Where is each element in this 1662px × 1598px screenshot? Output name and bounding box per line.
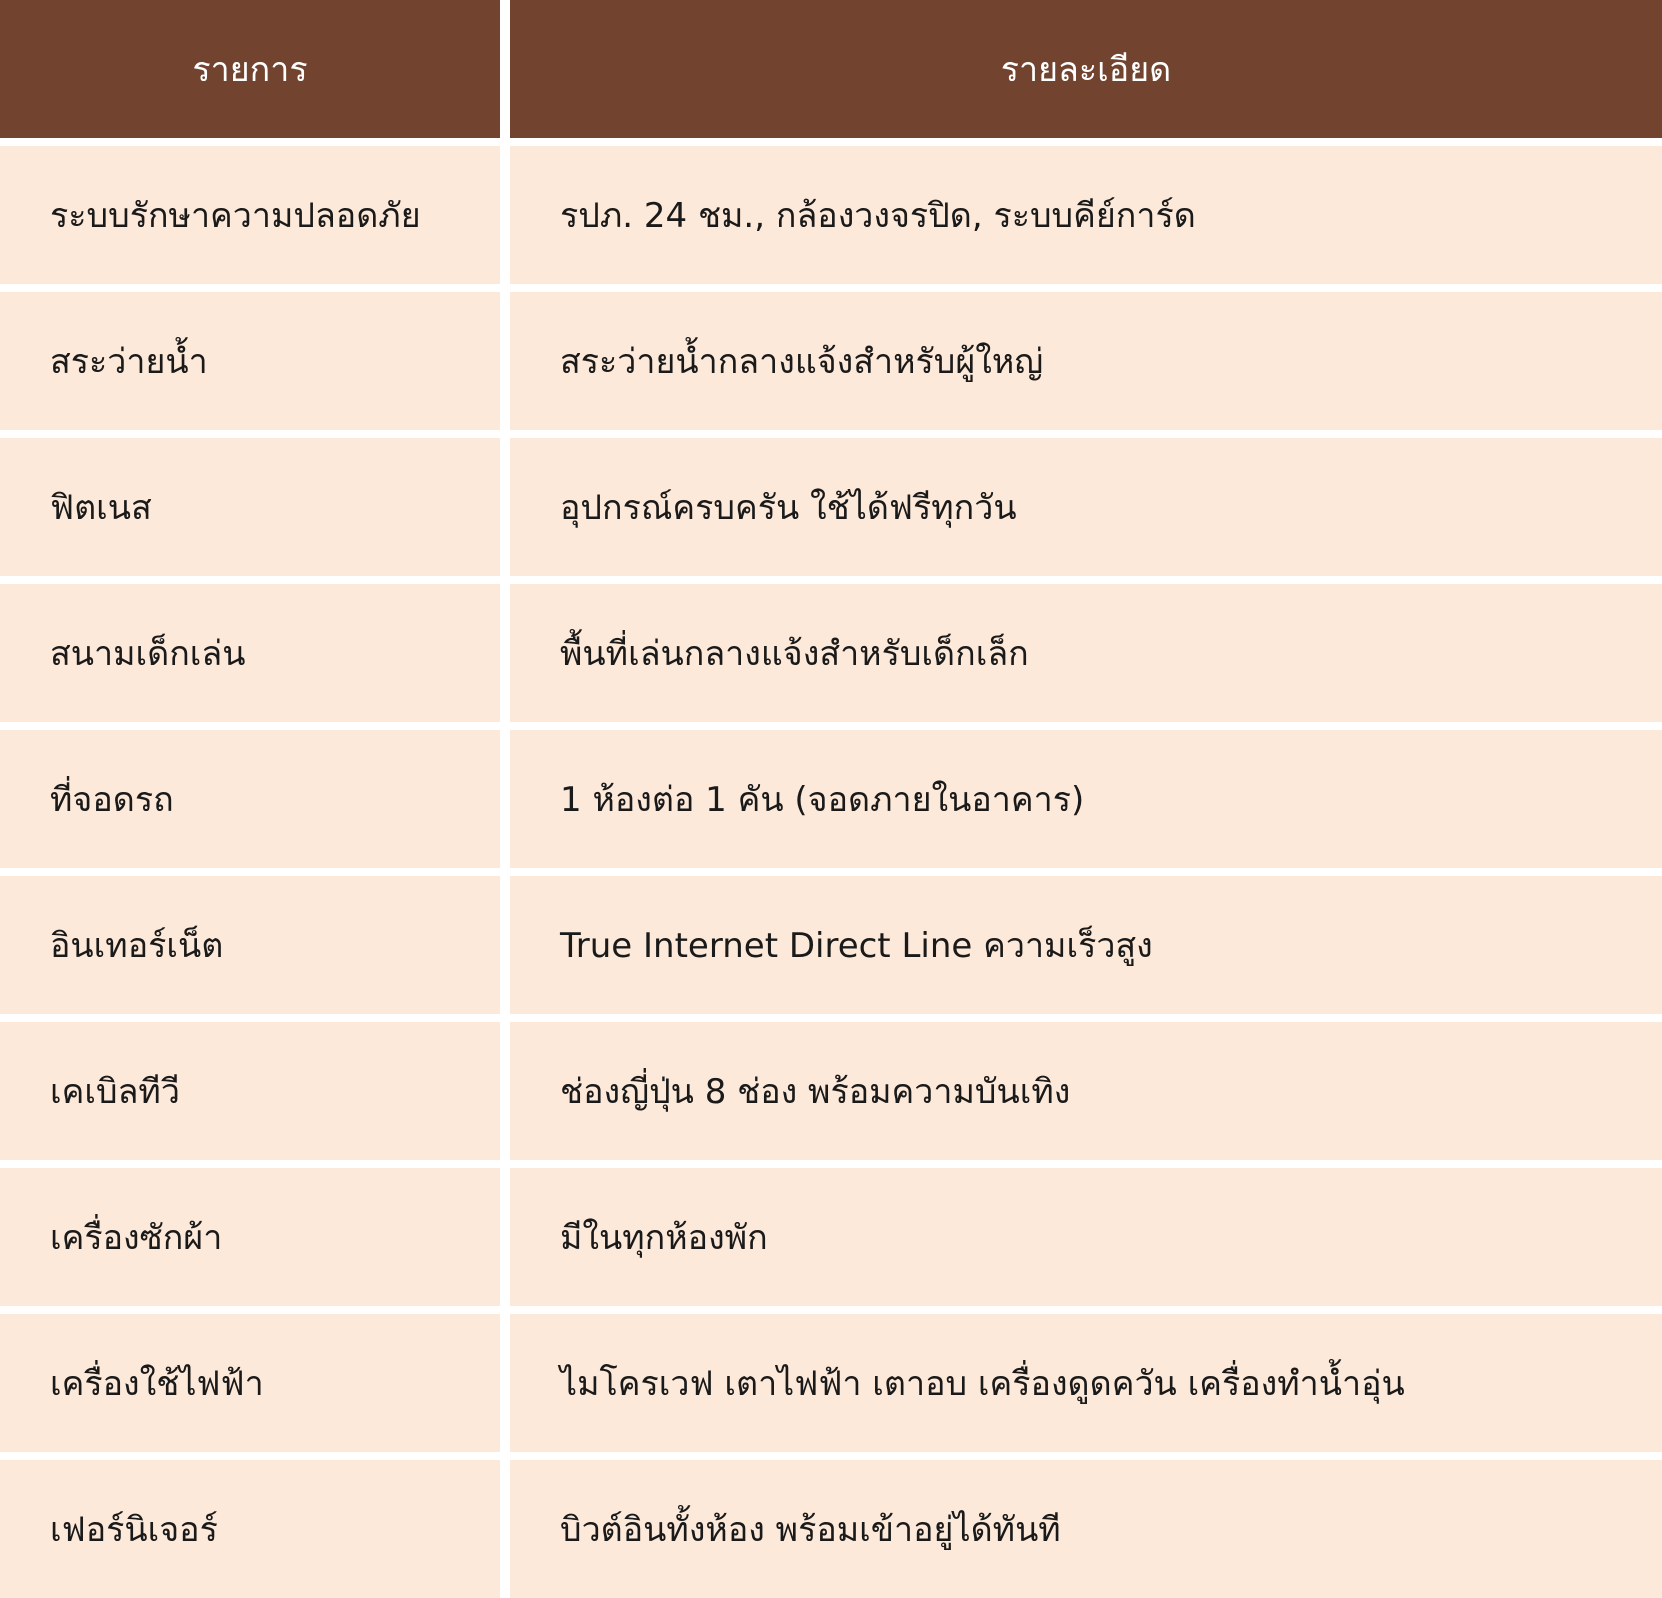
- row-item: สนามเด็กเล่น: [0, 584, 500, 722]
- row-item: อินเทอร์เน็ต: [0, 876, 500, 1014]
- row-detail: ไมโครเวฟ เตาไฟฟ้า เตาอบ เครื่องดูดควัน เครื่องทำน้ำอุ่น: [510, 1314, 1662, 1452]
- row-detail: บิวต์อินทั้งห้อง พร้อมเข้าอยู่ได้ทันที: [510, 1460, 1662, 1598]
- row-item: ระบบรักษาความปลอดภัย: [0, 146, 500, 284]
- row-detail: True Internet Direct Line ความเร็วสูง: [510, 876, 1662, 1014]
- row-item: ฟิตเนส: [0, 438, 500, 576]
- header-item: รายการ: [0, 0, 500, 138]
- row-detail: มีในทุกห้องพัก: [510, 1168, 1662, 1306]
- row-item: เคเบิลทีวี: [0, 1022, 500, 1160]
- row-detail: อุปกรณ์ครบครัน ใช้ได้ฟรีทุกวัน: [510, 438, 1662, 576]
- row-item: ที่จอดรถ: [0, 730, 500, 868]
- row-item: เครื่องซักผ้า: [0, 1168, 500, 1306]
- header-detail: รายละเอียด: [510, 0, 1662, 138]
- row-item: เครื่องใช้ไฟฟ้า: [0, 1314, 500, 1452]
- row-detail: สระว่ายน้ำกลางแจ้งสำหรับผู้ใหญ่: [510, 292, 1662, 430]
- row-detail: พื้นที่เล่นกลางแจ้งสำหรับเด็กเล็ก: [510, 584, 1662, 722]
- row-detail: รปภ. 24 ชม., กล้องวงจรปิด, ระบบคีย์การ์ด: [510, 146, 1662, 284]
- row-item: สระว่ายน้ำ: [0, 292, 500, 430]
- row-detail: 1 ห้องต่อ 1 คัน (จอดภายในอาคาร): [510, 730, 1662, 868]
- row-detail: ช่องญี่ปุ่น 8 ช่อง พร้อมความบันเทิง: [510, 1022, 1662, 1160]
- row-item: เฟอร์นิเจอร์: [0, 1460, 500, 1598]
